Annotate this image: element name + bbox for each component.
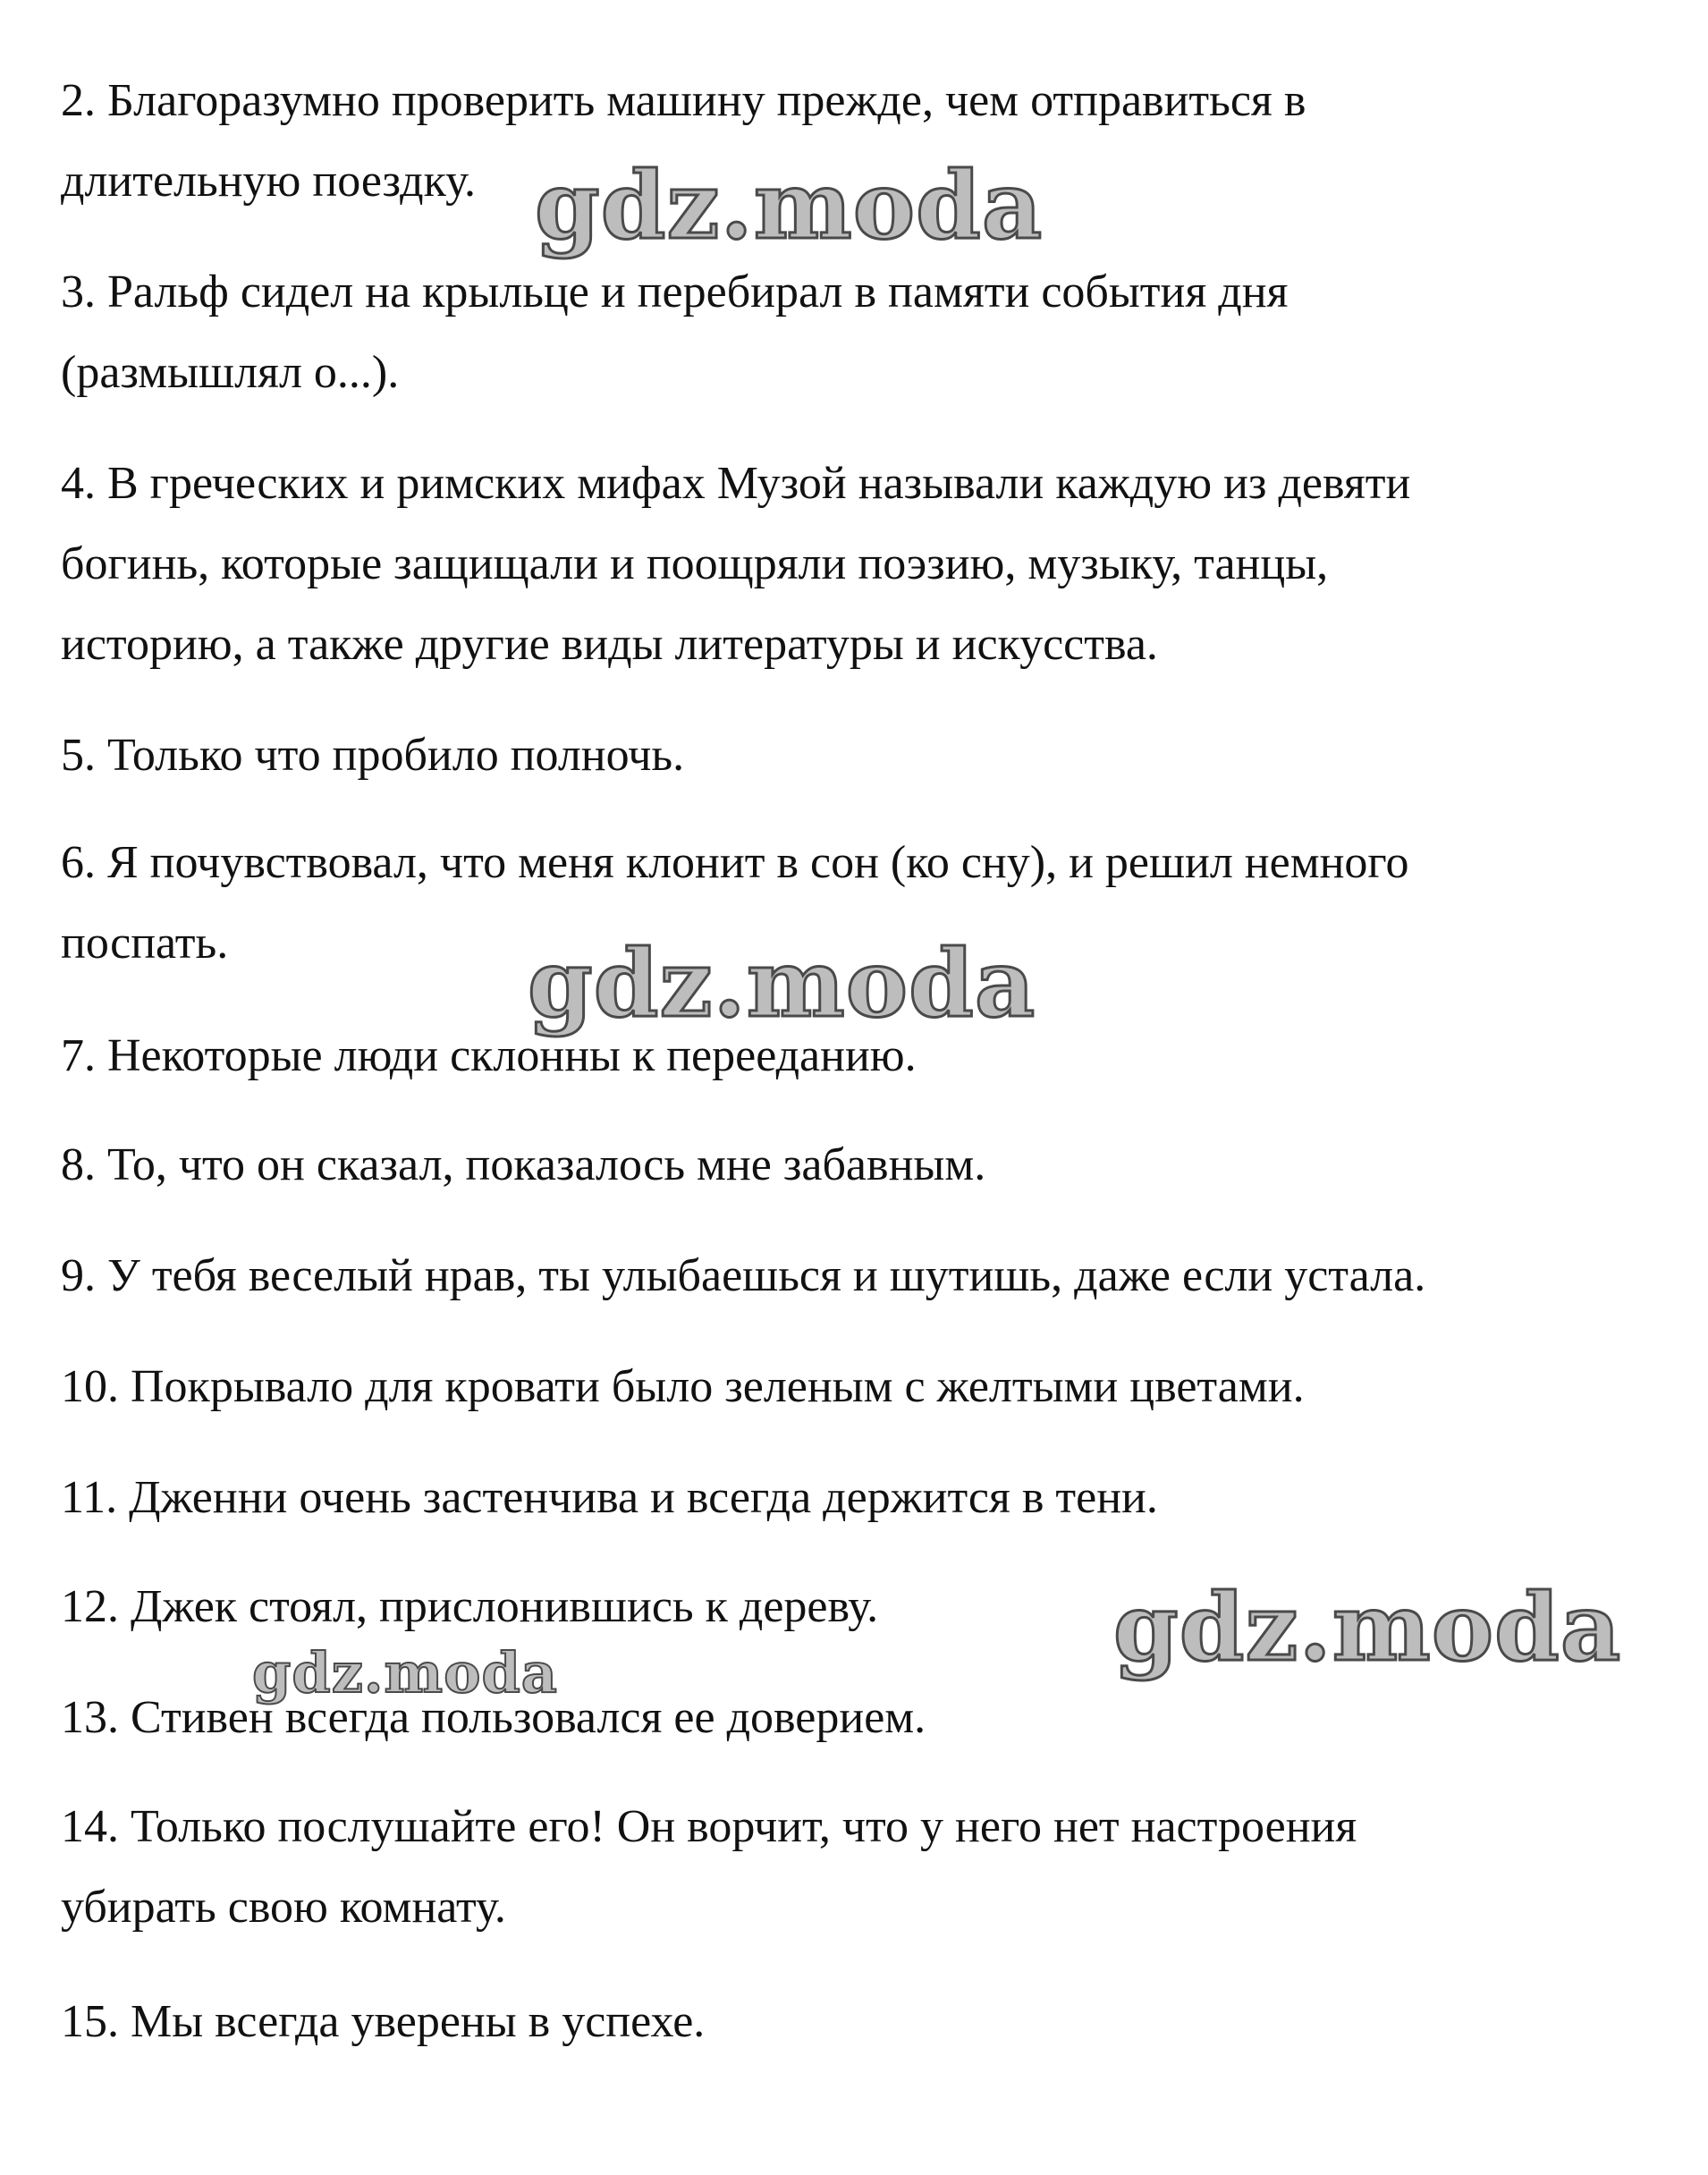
watermark-logo-2: gdz.moda xyxy=(528,928,1036,1038)
watermark-logo-1: gdz.moda xyxy=(535,150,1044,260)
sentence-13-line-1: 13. Стивен всегда пользовался ее доверием. xyxy=(61,1692,926,1743)
sentence-11-line-1: 11. Дженни очень застенчива и всегда держится в тени. xyxy=(61,1472,1158,1523)
sentence-14-line-1: 14. Только послушайте его! Он ворчит, что у него нет настроения xyxy=(61,1801,1357,1852)
sentence-9 xyxy=(61,1236,1653,1316)
sentence-4-line-3: историю, а также другие виды литературы и искусства. xyxy=(61,619,1158,670)
sentence-11 xyxy=(61,1458,1653,1538)
sentence-6-line-2: поспать. xyxy=(61,918,229,969)
watermark-logo-3: gdz.moda xyxy=(1113,1572,1622,1682)
sentence-5 xyxy=(61,715,1653,796)
sentence-3-line-2: (размышлял о...). xyxy=(61,347,400,398)
sentence-14 xyxy=(61,1787,1653,1948)
sentence-3 xyxy=(61,252,1653,413)
sentence-5-line-1: 5. Только что пробило полночь. xyxy=(61,730,685,781)
sentence-15 xyxy=(61,1982,1653,2062)
sentence-3-line-1: 3. Ральф сидел на крыльце и перебирал в памяти события дня xyxy=(61,267,1289,317)
sentence-10-line-1: 10. Покрывало для кровати было зеленым с желтыми цветами. xyxy=(61,1361,1305,1412)
sentence-14-line-2: убирать свою комнату. xyxy=(61,1882,506,1933)
sentence-8 xyxy=(61,1125,1653,1206)
sentence-6-line-1: 6. Я почувствовал, что меня клонит в сон (ко сну), и решил немного xyxy=(61,837,1409,888)
sentence-8-line-1: 8. То, что он сказал, показалось мне забавным. xyxy=(61,1139,986,1190)
watermark-logo-4: gdz.moda xyxy=(252,1640,558,1705)
sentence-4-line-1: 4. В греческих и римских мифах Музой называли каждую из девяти xyxy=(61,458,1411,509)
sentence-4-line-2: богинь, которые защищали и поощряли поэзию, музыку, танцы, xyxy=(61,538,1329,589)
sentence-2-line-2: длительную поездку. xyxy=(61,156,476,207)
sentence-12-line-1: 12. Джек стоял, прислонившись к дереву. xyxy=(61,1581,879,1632)
sentence-10 xyxy=(61,1347,1653,1427)
sentence-7-line-1: 7. Некоторые люди склонны к перееданию. xyxy=(61,1030,917,1081)
sentence-15-line-1: 15. Мы всегда уверены в успехе. xyxy=(61,1996,706,2047)
sentence-9-line-1: 9. У тебя веселый нрав, ты улыбаешься и шутишь, даже если устала. xyxy=(61,1250,1426,1301)
sentence-4 xyxy=(61,444,1653,685)
sentence-2-line-1: 2. Благоразумно проверить машину прежде, чем отправиться в xyxy=(61,75,1306,126)
